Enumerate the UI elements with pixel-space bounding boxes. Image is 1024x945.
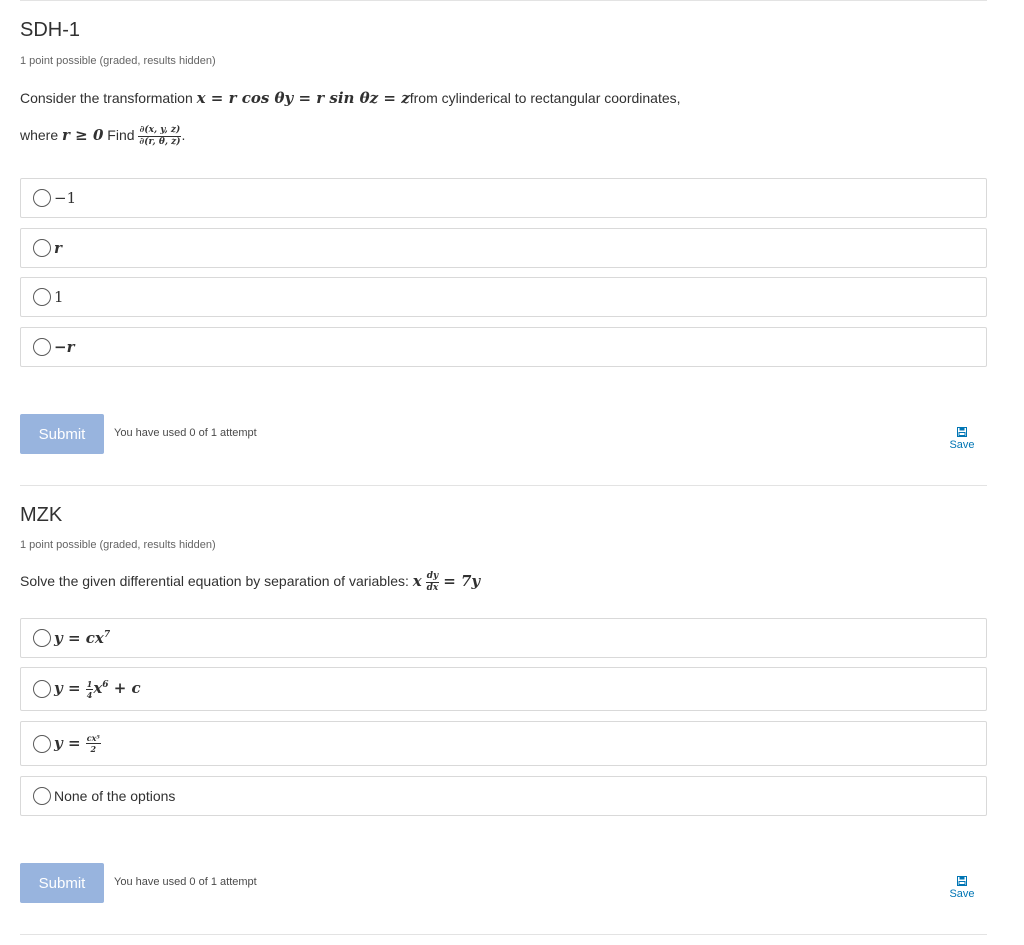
- save-button[interactable]: [942, 427, 982, 451]
- radio-button[interactable]: [33, 239, 51, 257]
- save-button[interactable]: [942, 876, 982, 900]
- choice-option[interactable]: −r: [20, 327, 987, 367]
- save-label: Save: [949, 439, 975, 451]
- divider: [20, 934, 987, 935]
- choice-option[interactable]: None of the options: [20, 776, 987, 816]
- problem-points: 1 point possible (graded, results hidden): [20, 539, 216, 551]
- choice-option[interactable]: −1: [20, 178, 987, 218]
- radio-button[interactable]: [33, 787, 51, 805]
- divider: [20, 485, 987, 486]
- choice-option[interactable]: r: [20, 228, 987, 268]
- problem-title: SDH-1: [20, 19, 81, 41]
- divider: [20, 0, 987, 1]
- save-icon: [957, 427, 967, 437]
- attempts-text: You have used 0 of 1 attempt: [114, 427, 257, 439]
- choice-option[interactable]: y = $\frac{1}{4}$ $x^6 + c$: [20, 667, 987, 711]
- radio-button[interactable]: [33, 288, 51, 306]
- radio-button[interactable]: [33, 189, 51, 207]
- attempts-text: You have used 0 of 1 attempt: [114, 876, 257, 888]
- choice-option[interactable]: y = $\frac{\text{cx⁵}}{2}$: [20, 721, 987, 766]
- save-label: Save: [949, 888, 975, 900]
- submit-button[interactable]: Submit: [20, 414, 104, 454]
- question-text-line2: where r ≥ 0 Find $\frac{\partial(x, y, z)}{\partial(r, \theta, z)}$ .: [20, 125, 186, 147]
- save-icon: [957, 876, 967, 886]
- problem-title: MZK: [20, 504, 63, 526]
- radio-button[interactable]: [33, 629, 51, 647]
- radio-button[interactable]: [33, 735, 51, 753]
- choice-option[interactable]: 1: [20, 277, 987, 317]
- choice-option[interactable]: $y = cx^7$: [20, 618, 987, 658]
- question-text: Consider the transformation x = r cos θy = r sin θz = zfrom cylinderical to rectangular coordinates,: [20, 89, 681, 107]
- jacobian-fraction: $\frac{\partial(x, y, z)}{\partial(r, \theta, z)}$: [139, 125, 181, 147]
- radio-button[interactable]: [33, 338, 51, 356]
- derivative-fraction: $\frac{dy}{dx}$: [426, 571, 439, 593]
- radio-button[interactable]: [33, 680, 51, 698]
- question-text: Solve the given differential equation by separation of variables: x $\frac{dy}{dx}$ = 7y: [20, 571, 481, 593]
- problem-points: 1 point possible (graded, results hidden): [20, 55, 216, 67]
- submit-button[interactable]: Submit: [20, 863, 104, 903]
